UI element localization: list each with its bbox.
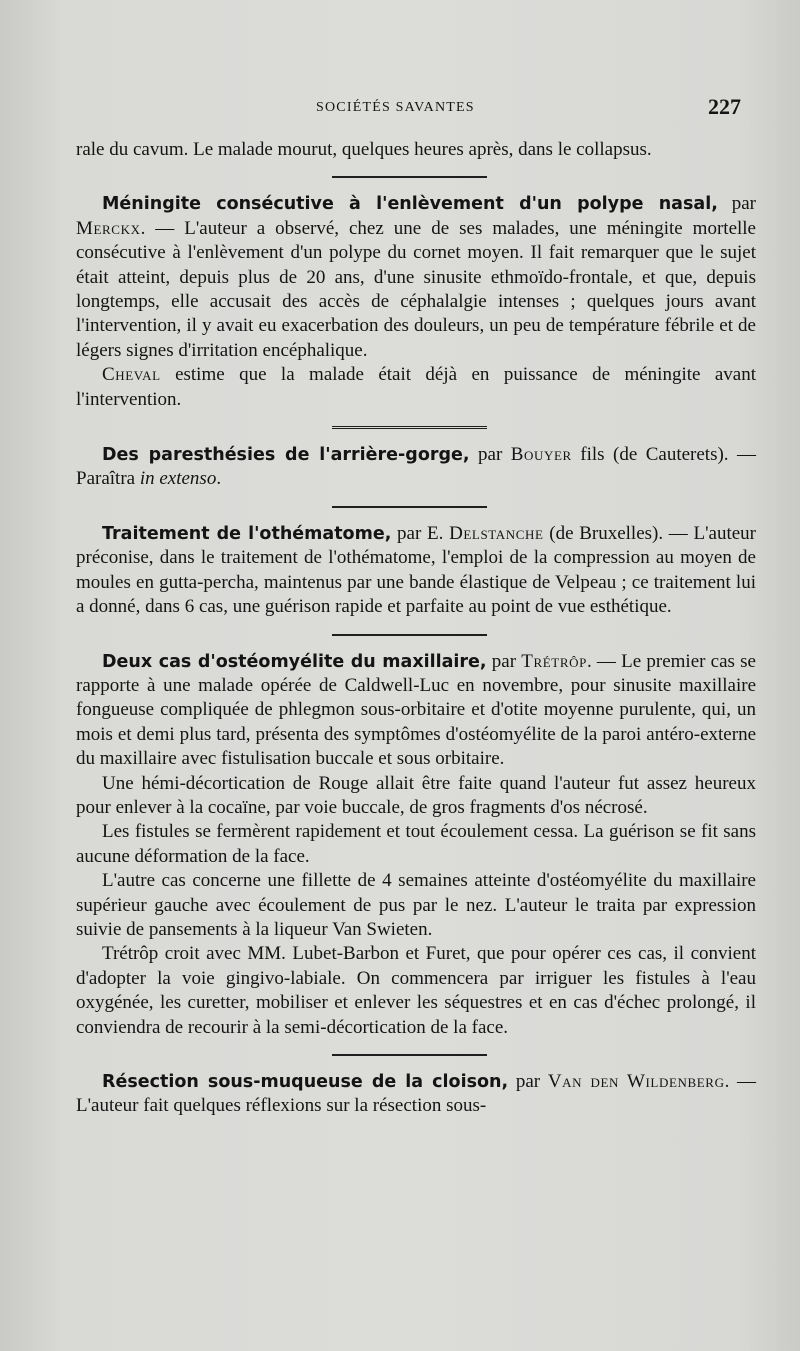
page-number: 227: [708, 94, 741, 119]
entry-osteomyelite: [76, 650, 756, 772]
entry-title: Méningite consécutive à l'enlèvement d'un polype nasal,: [102, 194, 718, 215]
running-title: SOCIÉTÉS SAVANTES: [316, 100, 475, 115]
entry-by: par: [478, 444, 503, 466]
body-paragraph: L'autre cas concerne une fillette de 4 semaines atteinte d'ostéomyélite du maxillaire supérieur gauche avec écoulement de pus par le nez. L'auteur le traita par expression suivie de pansements à la liqueur Van Swieten.: [76, 870, 756, 940]
entry-body: fils (de Cauterets). — Paraîtra: [76, 444, 757, 490]
entry-author: Trétrôp: [521, 650, 587, 672]
entry-meningite: [76, 192, 756, 363]
entry-title: Deux cas d'ostéomyélite du maxillaire,: [102, 651, 487, 672]
entry-author: Merckx: [76, 217, 141, 239]
entry-body: . — L'auteur a observé, chez une de ses malades, une méningite mortelle consécutive à l'enlèvement d'un polype du cornet moyen. Il fait remarquer que le sujet était atteint, depuis plus de 20 ans, d'une sinusite ethmoïdo-frontale, et que, depuis longtemps, elle accusait des accès de céphalalgie intenses ; quelques jours avant l'intervention, il y avait eu exacerbation des douleurs, un peu de température fébrile et de légers signes d'irritation encéphalique.: [76, 217, 756, 361]
entry-body: . — L'auteur fait quelques réflexions sur la résection sous-: [76, 1071, 757, 1117]
entry-resection: [76, 1070, 756, 1119]
entry-end: .: [216, 468, 222, 490]
section-separator: [332, 176, 487, 178]
entry-title: Traitement de l'othématome,: [102, 523, 392, 544]
section-separator: [332, 1054, 487, 1056]
entry-by: par: [731, 193, 757, 215]
continued-paragraph: [76, 138, 756, 162]
entry-by: par: [515, 1071, 541, 1092]
entry-othematome: [76, 522, 756, 620]
continued-text: rale du cavum. Le malade mourut, quelques heures après, dans le collapsus.: [76, 139, 652, 160]
entry-author: Cheval: [102, 364, 161, 386]
entry-by: par: [491, 650, 517, 672]
body-paragraph: Une hémi-décortication de Rouge allait être faite quand l'auteur fut assez heureux pour enlever à la cocaïne, par voie buccale, de gros fragments d'os nécrosé.: [76, 772, 756, 818]
body-paragraph: Les fistules se fermèrent rapidement et tout écoulement cessa. La guérison se fit sans aucune déformation de la face.: [76, 821, 756, 867]
section-separator: [332, 506, 487, 508]
entry-author: Delstanche: [449, 522, 544, 544]
entry-author: Van den Wildenberg: [547, 1071, 725, 1092]
entry-italic: in extenso: [139, 468, 217, 490]
section-separator: [332, 634, 487, 636]
body-paragraph: Trétrôp croit avec MM. Lubet-Barbon et Furet, que pour opérer ces cas, il convient d'adopter la voie gingivo-labiale. On commencera par irriguer les fistules à l'eau oxygénée, les curetter, mobiliser et enlever les séquestres et en cas d'échec prolongé, il conviendra de recourir à la semi-décortication de la face.: [76, 943, 756, 1038]
page-header: [0, 96, 800, 122]
section-separator: [332, 426, 487, 429]
entry-title: Résection sous-muqueuse de la cloison,: [102, 1072, 509, 1092]
entry-title: Des paresthésies de l'arrière-gorge,: [102, 445, 470, 466]
page-body: [76, 138, 756, 1119]
entry-body: (de Bruxelles). — L'auteur préconise, dans le traitement de l'othématome, l'emploi de la compression au moyen de moules en gutta-percha, maintenus par une bande élastique de Velpeau ; ce traitement lui a donné, dans 6 cas, une guérison rapide et parfaite au point de vue esthétique.: [76, 522, 757, 618]
entry-by: par E.: [397, 522, 444, 544]
entry-paresthesies: [76, 443, 756, 492]
entry-body: . — Le premier cas se rapporte à une malade opérée de Caldwell-Luc en novembre, pour sinusite maxillaire fongueuse compliquée de phlegmon sous-orbitaire et d'otite moyenne purulente, qui, un mois et demi plus tard, présenta des symptômes d'ostéomyélite de la paroi antéro-externe du maxillaire avec fistulisation buccale et sous orbitaire.: [76, 650, 756, 770]
entry-body: estime que la malade était déjà en puissance de méningite avant l'intervention.: [76, 364, 756, 410]
entry-meningite-p2: [76, 363, 756, 412]
entry-author: Bouyer: [510, 444, 572, 466]
